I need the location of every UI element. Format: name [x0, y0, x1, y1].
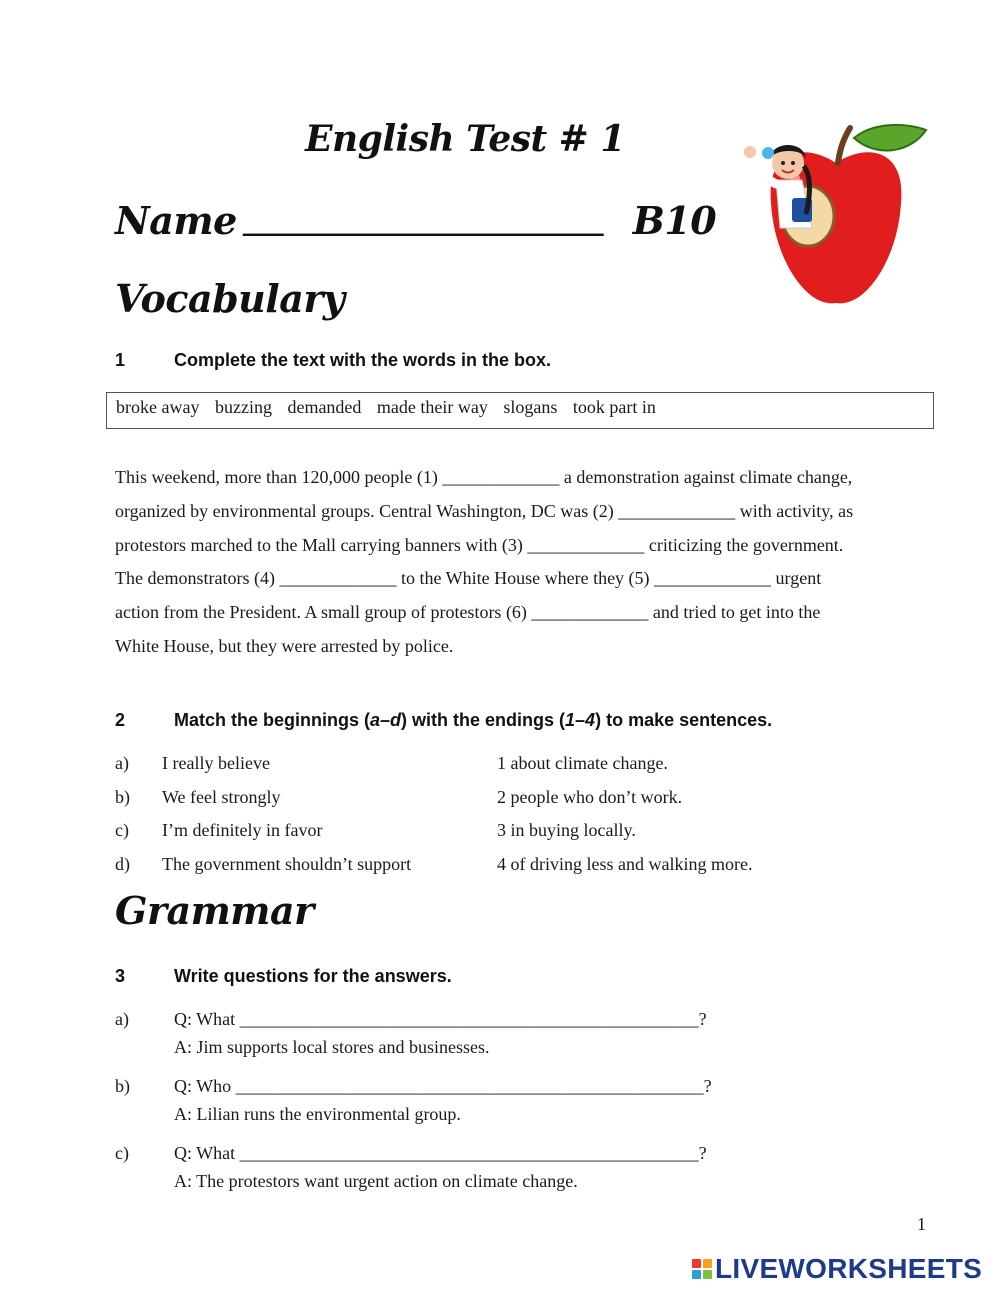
exercise-2-title [115, 710, 772, 731]
exercise-instruction-part: Match the beginnings ( [174, 710, 370, 730]
exercise-instruction-range: a–d [370, 710, 402, 730]
name-label: Name [115, 198, 237, 243]
passage-line: organized by environmental groups. Central Washington, DC was (2) _____________ with activity, as [115, 500, 854, 521]
word-chip: made their way [376, 397, 488, 417]
test-title: English Test # 1 [305, 118, 625, 160]
answer-line: A: Jim supports local stores and businesses. [174, 1037, 490, 1057]
gap-fill-passage [115, 461, 930, 664]
class-code: B10 [632, 198, 717, 243]
answer-line: A: The protestors want urgent action on climate change. [174, 1171, 578, 1191]
name-line [115, 198, 716, 243]
passage-line: This weekend, more than 120,000 people (1) _____________ a demonstration against climate change, [115, 467, 853, 487]
exercise-number: 2 [115, 710, 126, 730]
question-line[interactable]: Q: What ___________________________________________________? [174, 1143, 707, 1163]
match-ending: 2 people who don’t work. [497, 787, 683, 807]
exercise-instruction-part: ) with the endings ( [401, 710, 566, 730]
match-beginning: I really believe [162, 753, 270, 773]
question-line[interactable]: Q: What ___________________________________________________? [174, 1009, 707, 1029]
exercise-instruction-range: 1–4 [565, 710, 596, 730]
passage-line: protestors marched to the Mall carrying banners with (3) _____________ criticizing the government. [115, 534, 844, 555]
match-beginning: I’m definitely in favor [162, 820, 323, 840]
word-chip: slogans [503, 397, 558, 417]
logo-text: LIVEWORKSHEETS [715, 1253, 983, 1284]
match-ending: 4 of driving less and walking more. [497, 854, 753, 874]
exercise-instruction-part: ) to make sentences. [595, 710, 773, 730]
word-chip: broke away [116, 397, 200, 417]
word-box [106, 392, 934, 429]
vocabulary-heading: Vocabulary [115, 276, 345, 321]
name-blank[interactable]: ______________________________ [242, 207, 603, 237]
logo-blocks-icon [692, 1259, 712, 1279]
match-letter: d) [115, 854, 130, 874]
grammar-heading: Grammar [115, 888, 314, 933]
exercise-number: 1 [115, 350, 126, 370]
match-beginning: The government shouldn’t support [162, 854, 412, 874]
word-chip: buzzing [214, 397, 272, 417]
passage-line: action from the President. A small group of protestors (6) _____________ and tried to get into the [115, 602, 821, 623]
exercise-1-title [115, 350, 551, 371]
answer-line: A: Lilian runs the environmental group. [174, 1104, 461, 1124]
apple-with-girl-avatar-icon [726, 118, 946, 318]
liveworksheets-logo[interactable] [692, 1254, 982, 1284]
question-letter: c) [115, 1143, 129, 1163]
match-letter: a) [115, 753, 129, 773]
exercise-number: 3 [115, 966, 126, 986]
match-ending: 3 in buying locally. [497, 820, 636, 840]
question-line[interactable]: Q: Who ____________________________________________________? [174, 1076, 712, 1096]
exercise-instruction: Write questions for the answers. [174, 966, 452, 986]
word-chip: took part in [572, 397, 656, 417]
page-number: 1 [917, 1214, 926, 1234]
exercise-3-title [115, 966, 452, 987]
match-letter: b) [115, 787, 130, 807]
question-letter: b) [115, 1076, 130, 1096]
passage-line: The demonstrators (4) _____________ to the White House where they (5) _____________ urgent [115, 568, 822, 589]
exercise-instruction: Complete the text with the words in the box. [174, 350, 552, 370]
match-beginning: We feel strongly [162, 787, 281, 807]
passage-line: White House, but they were arrested by police. [115, 635, 454, 656]
question-letter: a) [115, 1009, 129, 1029]
match-ending: 1 about climate change. [497, 753, 668, 773]
word-chip: demanded [287, 397, 362, 417]
match-letter: c) [115, 820, 129, 840]
